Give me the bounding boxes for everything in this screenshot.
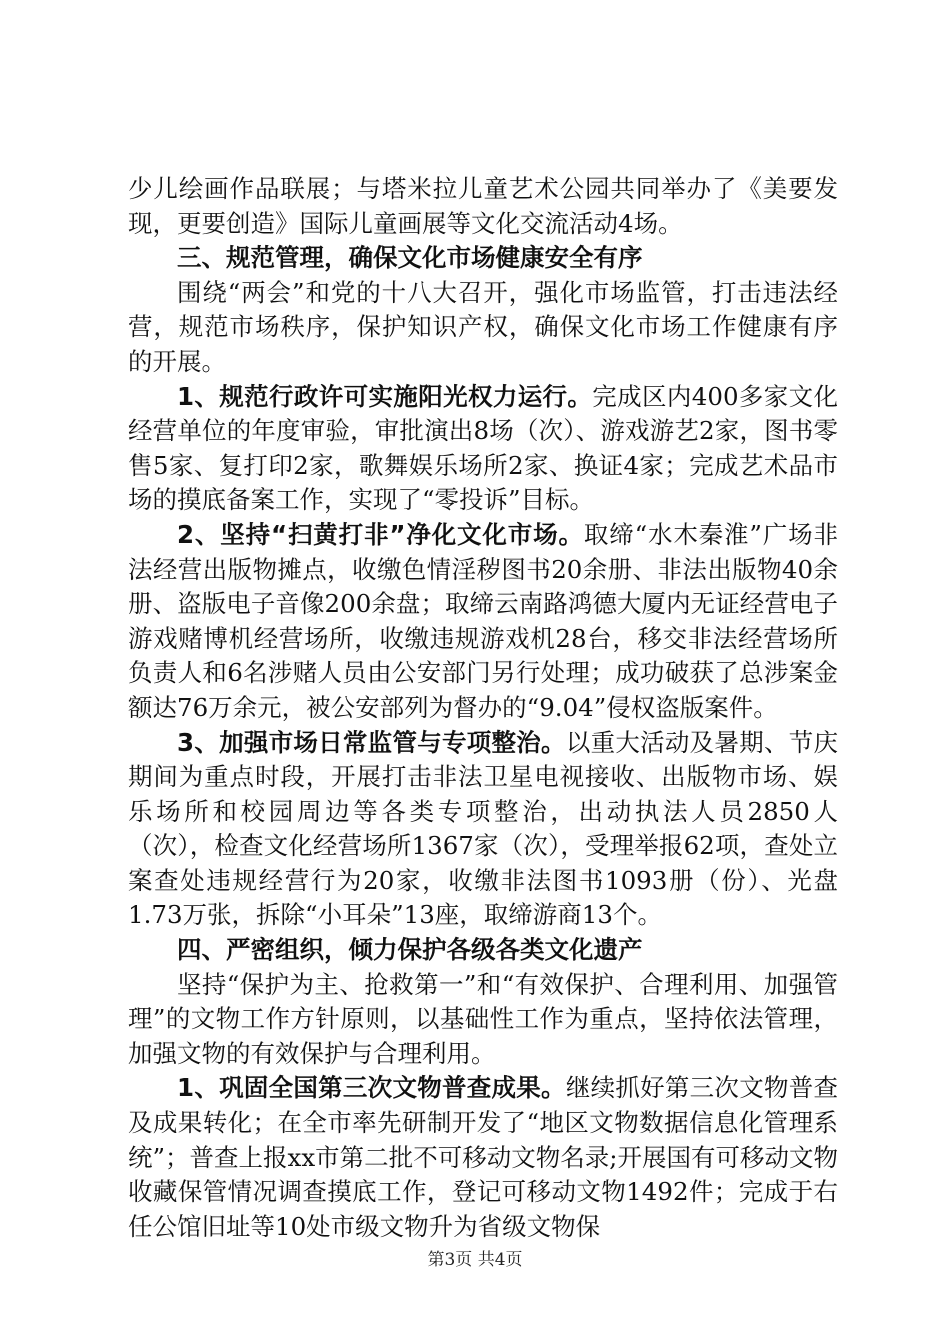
paragraph-lead: 1、巩固全国第三次文物普查成果。 — [177, 1073, 566, 1103]
document-body — [128, 172, 838, 1244]
paragraph-lead: 2、坚持“扫黄打非”净化文化市场。 — [177, 519, 584, 549]
paragraph — [128, 518, 838, 726]
paragraph-text: 取缔“水木秦淮”广场非法经营出版物摊点，收缴色情淫秽图书20余册、非法出版物40余册、盗版电子音像200余盘；取缔云南路鸿德大厦内无证经营电子游戏赌博机经营场所，收缴违规游戏机28台，移交非法经营场所负责人和6名涉赌人员由公安部门另行处理；成功破获了总涉案金额达76万余元，被公安部列为督办的“9.04”侵权盗版案件。 — [128, 519, 838, 722]
page-footer — [0, 1245, 950, 1270]
section-heading-4 — [128, 933, 838, 968]
paragraph-text: 围绕“两会”和党的十八大召开，强化市场监管，打击违法经营，规范市场秩序，保护知识产权，确保文化市场工作健康有序的开展。 — [128, 277, 838, 376]
paragraph — [128, 968, 838, 1072]
paragraph — [128, 380, 838, 518]
section-heading-text: 三、规范管理，确保文化市场健康安全有序 — [177, 243, 643, 273]
paragraph — [128, 726, 838, 934]
paragraph-text: 坚持“保护为主、抢救第一”和“有效保护、合理利用、加强管理”的文物工作方针原则，以基础性工作为重点，坚持依法管理，加强文物的有效保护与合理利用。 — [128, 969, 838, 1068]
paragraph — [128, 1071, 838, 1244]
paragraph — [128, 276, 838, 380]
paragraph-lead: 1、规范行政许可实施阳光权力运行。 — [177, 381, 593, 411]
page-number: 第3页 共4页 — [427, 1250, 523, 1270]
paragraph-lead: 3、加强市场日常监管与专项整治。 — [177, 727, 566, 757]
section-heading-text: 四、严密组织，倾力保护各级各类文化遗产 — [177, 935, 643, 965]
section-heading-3 — [128, 241, 838, 276]
paragraph-text: 完成区内400多家文化经营单位的年度审验，审批演出8场（次）、游戏游艺2家，图书零售5家、复打印2家，歌舞娱乐场所2家、换证4家；完成艺术品市场的摸底备案工作，实现了“零投诉”目标。 — [128, 381, 838, 515]
paragraph-text: 继续抓好第三次文物普查及成果转化；在全市率先研制开发了“地区文物数据信息化管理系统”；普查上报xx市第二批不可移动文物名录;开展国有可移动文物收藏保管情况调查摸底工作，登记可移动文物1492件；完成于右任公馆旧址等10处市级文物升为省级文物保 — [128, 1073, 839, 1241]
paragraph-text: 以重大活动及暑期、节庆期间为重点时段，开展打击非法卫星电视接收、出版物市场、娱乐场所和校园周边等各类专项整治，出动执法人员2850人（次），检查文化经营场所1367家（次），受理举报62项，查处立案查处违规经营行为20家，收缴非法图书1093册（份）、光盘1.73万张，拆除“小耳朵”13座，取缔游商13个。 — [128, 727, 839, 930]
paragraph-continued — [128, 172, 838, 241]
paragraph-text: 少儿绘画作品联展；与塔米拉儿童艺术公园共同举办了《美要发现，更要创造》国际儿童画展等文化交流活动4场。 — [128, 174, 838, 238]
